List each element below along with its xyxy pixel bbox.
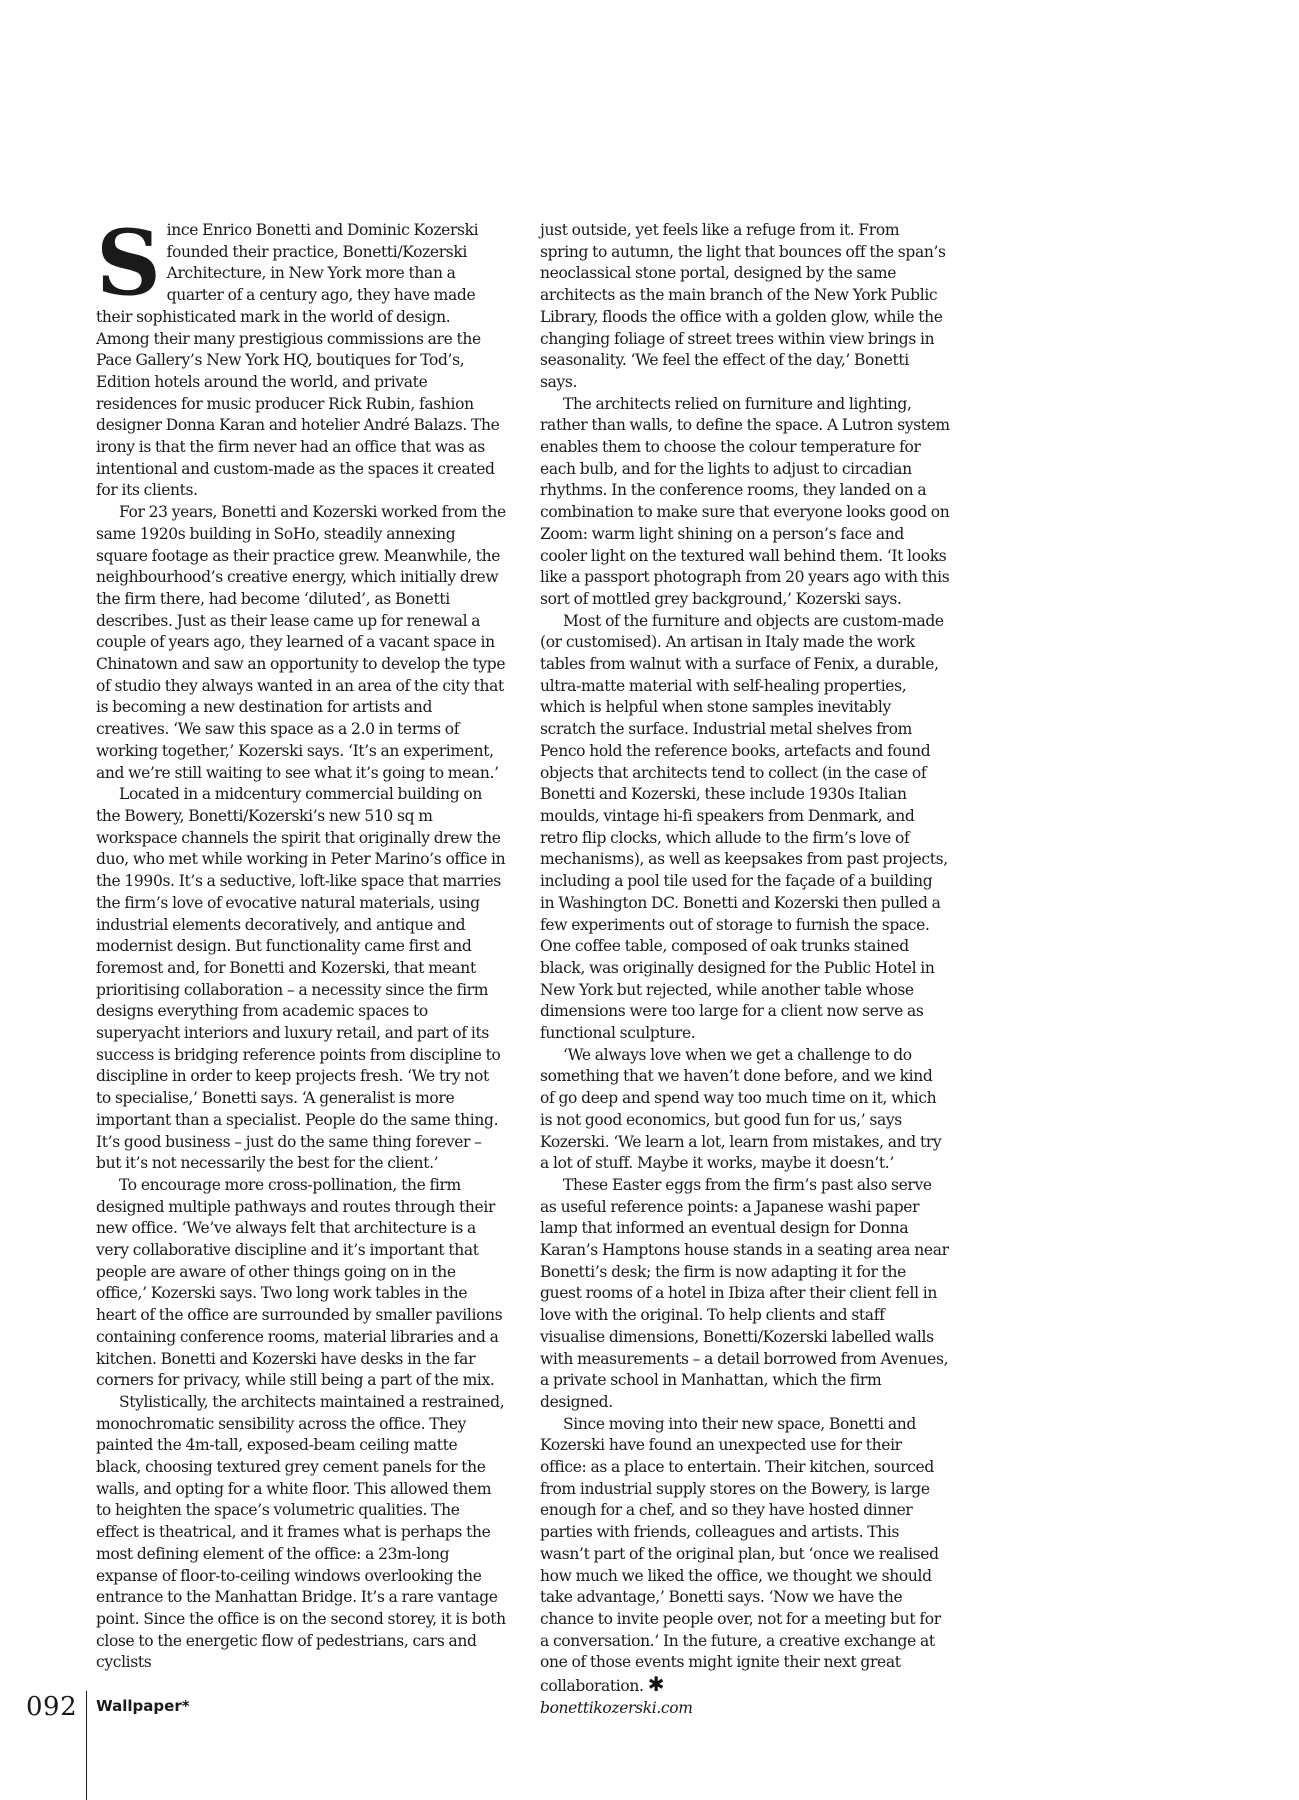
article-paragraph: Stylistically, the architects maintained a restrained, monochromatic sensibility across the office. They painted the 4m-tall, exposed-beam ceiling matte black, choosing textured grey cement panels for the walls, and opting for a white floor. This allowed them to heighten the space’s volumetric qualities. The effect is theatrical, and it frames what is perhaps the most defining element of the office: a 23m-long expanse of floor-to-ceiling windows overlooking the entrance to the Manhattan Bridge. It’s a rare vantage point. Since the office is on the second storey, it is both close to the energetic flow of pedestrians, cars and cyclists — [96, 1392, 506, 1672]
publication-logo: Wallpaper* — [96, 1697, 190, 1715]
website-link[interactable]: bonettikozerski.com — [540, 1698, 693, 1717]
article-column-left — [96, 210, 506, 1674]
article-paragraph: For 23 years, Bonetti and Kozerski worked from the same 1920s building in SoHo, steadily annexing square footage as their practice grew. Meanwhile, the neighbourhood’s creative energy, which initially drew the firm there, had become ‘diluted’, as Bonetti describes. Just as their lease came up for renewal a couple of years ago, they learned of a vacant space in Chinatown and saw an opportunity to develop the type of studio they always wanted in an area of the city that is becoming a new destination for artists and creatives. ‘We saw this space as a 2.0 in terms of working together,’ Kozerski says. ‘It’s an experiment, and we’re still waiting to see what it’s going to mean.’ — [96, 503, 506, 782]
article-paragraph: The architects relied on furniture and lighting, rather than walls, to define the space. A Lutron system enables them to choose the colour temperature for each bulb, and for the lights to adjust to circadian rhythms. In the conference rooms, they landed on a combination to make sure that everyone looks good on Zoom: warm light shining on a person’s face and cooler light on the textured wall behind them. ‘It looks like a passport photograph from 20 years ago with this sort of mottled grey background,’ Kozerski says. — [540, 394, 950, 608]
article-paragraph: These Easter eggs from the firm’s past also serve as useful reference points: a Japanese washi paper lamp that informed an eventual design for Donna Karan’s Hamptons house stands in a seating area near Bonetti’s desk; the firm is now adapting it for the guest rooms of a hotel in Ibiza after their client fell in love with the original. To help clients and staff visualise dimensions, Bonetti/Kozerski labelled walls with measurements – a detail borrowed from Avenues, a private school in Manhattan, which the firm designed. — [540, 1175, 949, 1411]
article-paragraph: just outside, yet feels like a refuge from it. From spring to autumn, the light that bounces off the span’s neoclassical stone portal, designed by the same architects as the main branch of the New York Public Library, floods the office with a golden glow, while the changing foliage of street trees within view brings in seasonality. ‘We feel the effect of the day,’ Bonetti says. — [540, 221, 946, 391]
article-paragraph: Located in a midcentury commercial building on the Bowery, Bonetti/Kozerski’s new 510 sq m workspace channels the spirit that originally drew the duo, who met while working in Peter Marino’s office in the 1990s. It’s a seductive, loft-like space that marries the firm’s love of evocative natural materials, using industrial elements decoratively, and antique and modernist design. But functionality came first and foremost and, for Bonetti and Kozerski, that meant prioritising collaboration – a necessity since the firm designs everything from academic spaces to superyacht interiors and luxury retail, and part of its success is bridging reference points from discipline to discipline in order to keep projects fresh. ‘We try not to specialise,’ Bonetti says. ‘A generalist is more important than a specialist. People do the same thing. It’s good business – just do the same thing forever – but it’s not necessarily the best for the client.’ — [96, 785, 506, 1173]
article-paragraph: To encourage more cross-pollination, the firm designed multiple pathways and routes through their new office. ‘We’ve always felt that architecture is a very collaborative discipline and it’s important that people are aware of other things going on in the office,’ Kozerski says. Two long work tables in the heart of the office are surrounded by smaller pavilions containing conference rooms, material libraries and a kitchen. Bonetti and Kozerski have desks in the far corners for privacy, while still being a part of the mix. — [96, 1175, 503, 1390]
page-number: 092 — [26, 1692, 78, 1722]
article-paragraph: Most of the furniture and objects are custom-made (or customised). An artisan in Italy made the work tables from walnut with a surface of Fenix, a durable, ultra-matte material with self-healing properties, which is helpful when stone samples inevitably scratch the surface. Industrial metal shelves from Penco hold the reference books, artefacts and found objects that architects tend to collect (in the case of Bonetti and Kozerski, these include 1930s Italian moulds, vintage hi-fi speakers from Denmark, and retro flip clocks, which allude to the firm’s love of mechanisms), as well as keepsakes from past projects, including a pool tile used for the façade of a building in Washington DC. Bonetti and Kozerski then pulled a few experiments out of storage to furnish the space. One coffee table, composed of oak trunks stained black, was originally designed for the Public Hotel in New York but rejected, while another table whose dimensions were too large for a client now serve as functional sculpture. — [540, 611, 948, 1043]
article-column-right — [540, 220, 950, 1720]
end-mark-icon: ✱ — [647, 1672, 665, 1697]
paragraph-text: ince Enrico Bonetti and Dominic Kozerski founded their practice, Bonetti/Kozerski Architecture, in New York more than a quarter of a century ago, they have made their sophisticated mark in the world of design. Among their many prestigious commissions are the Pace Gallery’s New York HQ, boutiques for Tod’s, Edition hotels around the world, and private residences for music producer Rick Rubin, fashion designer Donna Karan and hotelier André Balazs. The irony is that the firm never had an office that was as intentional and custom-made as the spaces it created for its clients. — [96, 221, 500, 500]
article-paragraph — [96, 210, 506, 502]
paragraph-text: Since moving into their new space, Bonetti and Kozerski have found an unexpected use for their office: as a place to entertain. Their kitchen, sourced from industrial supply stores on the Bowery, is large enough for a chef, and so they have hosted dinner parties with friends, colleagues and artists. This wasn’t part of the original plan, but ‘once we realised how much we liked the office, we thought we should take advantage,’ Bonetti says. ‘Now we have the chance to invite people over, not for a meeting but for a conversation.’ In the future, a creative exchange at one of those events might ignite their next great collaboration. — [540, 1414, 941, 1696]
article-paragraph — [540, 1414, 950, 1698]
drop-cap: S — [96, 210, 161, 316]
page-footer — [26, 1691, 190, 1800]
article-paragraph: ‘We always love when we get a challenge to do something that we haven’t done before, and we kind of go deep and spend way too much time on it, which is not good economics, but good fun for us,’ says Kozerski. ‘We learn a lot, learn from mistakes, and try a lot of stuff. Maybe it works, maybe it doesn’t.’ — [540, 1045, 942, 1173]
